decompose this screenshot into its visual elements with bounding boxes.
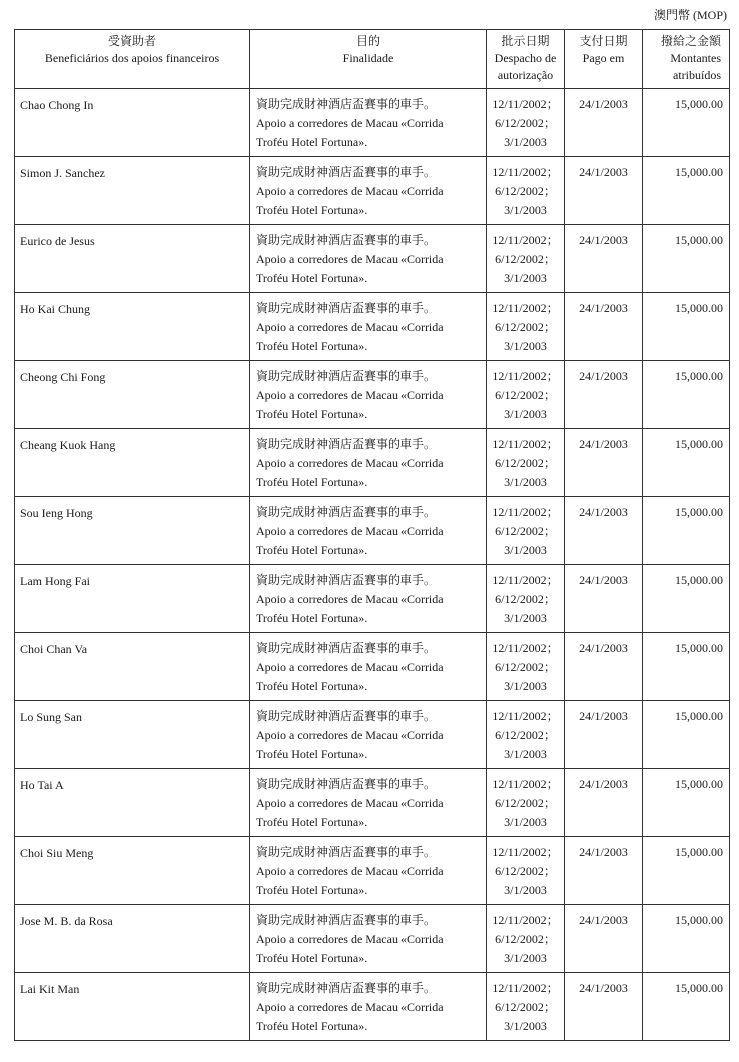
beneficiary-name: Ho Kai Chung [15,293,250,361]
purpose-cell [250,497,487,565]
purpose-pt-line1: Apoio a corredores de Macau «Corrida [256,932,444,946]
amount-value: 15,000.00 [643,701,730,769]
dispatch-date-3: 3/1/2003 [504,203,547,217]
paid-date: 24/1/2003 [565,701,643,769]
dispatch-date-3: 3/1/2003 [504,475,547,489]
purpose-cell [250,157,487,225]
table-header-row [15,30,730,89]
header-dispatch [487,30,565,89]
dispatch-date-1: 12/11/2002； [492,777,559,791]
purpose-cell [250,701,487,769]
dispatch-date-2: 6/12/2002； [495,184,556,198]
purpose-cell [250,565,487,633]
dispatch-date-2: 6/12/2002； [495,456,556,470]
beneficiary-name: Jose M. B. da Rosa [15,905,250,973]
amount-value: 15,000.00 [643,89,730,157]
table-row [15,701,730,769]
dispatch-date-2: 6/12/2002； [495,592,556,606]
table-row [15,497,730,565]
table-row [15,905,730,973]
paid-date: 24/1/2003 [565,89,643,157]
purpose-pt-line2: Troféu Hotel Fortuna». [256,747,368,761]
purpose-pt-line2: Troféu Hotel Fortuna». [256,475,368,489]
amount-value: 15,000.00 [643,973,730,1041]
dispatch-date-1: 12/11/2002； [492,233,559,247]
dispatch-date-3: 3/1/2003 [504,271,547,285]
purpose-zh: 資助完成財神酒店盃賽事的車手。 [256,845,437,859]
dispatch-date-3: 3/1/2003 [504,135,547,149]
header-paid-pt: Pago em [582,51,625,65]
purpose-zh: 資助完成財神酒店盃賽事的車手。 [256,165,437,179]
dispatch-date-2: 6/12/2002； [495,252,556,266]
dispatch-date-1: 12/11/2002； [492,981,559,995]
dispatch-date-1: 12/11/2002； [492,573,559,587]
purpose-pt-line1: Apoio a corredores de Macau «Corrida [256,524,444,538]
amount-value: 15,000.00 [643,565,730,633]
paid-date: 24/1/2003 [565,905,643,973]
table-body [15,89,730,1041]
dispatch-date-3: 3/1/2003 [504,339,547,353]
header-purpose-zh: 目的 [355,34,380,48]
table-row [15,565,730,633]
purpose-cell [250,361,487,429]
purpose-pt-line2: Troféu Hotel Fortuna». [256,611,368,625]
dispatch-dates-cell [487,225,565,293]
purpose-pt-line2: Troféu Hotel Fortuna». [256,543,368,557]
table-row [15,973,730,1041]
dispatch-date-1: 12/11/2002； [492,913,559,927]
purpose-pt-line1: Apoio a corredores de Macau «Corrida [256,184,444,198]
header-amount-pt1: Montantes [670,51,721,65]
beneficiary-name: Choi Chan Va [15,633,250,701]
subsidy-table [14,29,730,1041]
beneficiary-name: Lai Kit Man [15,973,250,1041]
table-row [15,361,730,429]
table-row [15,633,730,701]
dispatch-date-3: 3/1/2003 [504,611,547,625]
purpose-pt-line1: Apoio a corredores de Macau «Corrida [256,660,444,674]
paid-date: 24/1/2003 [565,973,643,1041]
dispatch-date-2: 6/12/2002； [495,524,556,538]
purpose-pt-line2: Troféu Hotel Fortuna». [256,339,368,353]
purpose-zh: 資助完成財神酒店盃賽事的車手。 [256,369,437,383]
dispatch-dates-cell [487,769,565,837]
purpose-pt-line1: Apoio a corredores de Macau «Corrida [256,728,444,742]
amount-value: 15,000.00 [643,837,730,905]
paid-date: 24/1/2003 [565,429,643,497]
purpose-pt-line1: Apoio a corredores de Macau «Corrida [256,116,444,130]
dispatch-date-3: 3/1/2003 [504,407,547,421]
dispatch-date-2: 6/12/2002； [495,320,556,334]
dispatch-dates-cell [487,905,565,973]
purpose-zh: 資助完成財神酒店盃賽事的車手。 [256,233,437,247]
paid-date: 24/1/2003 [565,225,643,293]
paid-date: 24/1/2003 [565,497,643,565]
dispatch-date-1: 12/11/2002； [492,641,559,655]
purpose-cell [250,973,487,1041]
purpose-pt-line2: Troféu Hotel Fortuna». [256,679,368,693]
dispatch-date-3: 3/1/2003 [504,883,547,897]
purpose-pt-line1: Apoio a corredores de Macau «Corrida [256,252,444,266]
dispatch-date-2: 6/12/2002； [495,728,556,742]
amount-value: 15,000.00 [643,769,730,837]
purpose-pt-line2: Troféu Hotel Fortuna». [256,135,368,149]
dispatch-date-2: 6/12/2002； [495,660,556,674]
purpose-pt-line1: Apoio a corredores de Macau «Corrida [256,320,444,334]
purpose-zh: 資助完成財神酒店盃賽事的車手。 [256,913,437,927]
dispatch-date-2: 6/12/2002； [495,864,556,878]
dispatch-date-3: 3/1/2003 [504,951,547,965]
dispatch-dates-cell [487,837,565,905]
paid-date: 24/1/2003 [565,293,643,361]
dispatch-date-2: 6/12/2002； [495,388,556,402]
paid-date: 24/1/2003 [565,633,643,701]
amount-value: 15,000.00 [643,293,730,361]
purpose-pt-line1: Apoio a corredores de Macau «Corrida [256,456,444,470]
purpose-pt-line2: Troféu Hotel Fortuna». [256,1019,368,1033]
purpose-pt-line2: Troféu Hotel Fortuna». [256,203,368,217]
paid-date: 24/1/2003 [565,361,643,429]
table-row [15,837,730,905]
header-purpose-pt: Finalidade [342,51,394,65]
purpose-cell [250,769,487,837]
dispatch-dates-cell [487,701,565,769]
table-row [15,293,730,361]
purpose-pt-line2: Troféu Hotel Fortuna». [256,883,368,897]
amount-value: 15,000.00 [643,905,730,973]
amount-value: 15,000.00 [643,633,730,701]
dispatch-date-2: 6/12/2002； [495,116,556,130]
purpose-pt-line2: Troféu Hotel Fortuna». [256,951,368,965]
header-purpose [250,30,487,89]
purpose-zh: 資助完成財神酒店盃賽事的車手。 [256,505,437,519]
amount-value: 15,000.00 [643,429,730,497]
dispatch-date-1: 12/11/2002； [492,301,559,315]
paid-date: 24/1/2003 [565,769,643,837]
purpose-zh: 資助完成財神酒店盃賽事的車手。 [256,437,437,451]
dispatch-dates-cell [487,157,565,225]
dispatch-dates-cell [487,293,565,361]
header-dispatch-zh: 批示日期 [501,34,550,48]
purpose-pt-line1: Apoio a corredores de Macau «Corrida [256,592,444,606]
table-row [15,429,730,497]
beneficiary-name: Eurico de Jesus [15,225,250,293]
purpose-cell [250,293,487,361]
dispatch-date-1: 12/11/2002； [492,505,559,519]
purpose-pt-line2: Troféu Hotel Fortuna». [256,815,368,829]
dispatch-date-1: 12/11/2002； [492,165,559,179]
paid-date: 24/1/2003 [565,157,643,225]
dispatch-date-2: 6/12/2002； [495,1000,556,1014]
purpose-zh: 資助完成財神酒店盃賽事的車手。 [256,981,437,995]
beneficiary-name: Chao Chong In [15,89,250,157]
dispatch-dates-cell [487,633,565,701]
table-row [15,157,730,225]
beneficiary-name: Sou Ieng Hong [15,497,250,565]
purpose-zh: 資助完成財神酒店盃賽事的車手。 [256,641,437,655]
dispatch-dates-cell [487,497,565,565]
purpose-cell [250,837,487,905]
table-row [15,89,730,157]
purpose-cell [250,89,487,157]
purpose-cell [250,225,487,293]
currency-label: 澳門幣 (MOP) [653,8,727,22]
purpose-zh: 資助完成財神酒店盃賽事的車手。 [256,301,437,315]
dispatch-dates-cell [487,973,565,1041]
dispatch-date-3: 3/1/2003 [504,679,547,693]
dispatch-dates-cell [487,565,565,633]
purpose-zh: 資助完成財神酒店盃賽事的車手。 [256,97,437,111]
purpose-pt-line2: Troféu Hotel Fortuna». [256,271,368,285]
dispatch-date-1: 12/11/2002； [492,709,559,723]
header-amount-zh: 撥給之金額 [660,34,721,48]
header-paid [565,30,643,89]
purpose-zh: 資助完成財神酒店盃賽事的車手。 [256,777,437,791]
purpose-pt-line1: Apoio a corredores de Macau «Corrida [256,864,444,878]
amount-value: 15,000.00 [643,361,730,429]
header-beneficiary-pt: Beneficiários dos apoios financeiros [44,51,220,65]
amount-value: 15,000.00 [643,157,730,225]
dispatch-date-2: 6/12/2002； [495,932,556,946]
header-paid-zh: 支付日期 [579,34,628,48]
header-beneficiary [15,30,250,89]
dispatch-date-1: 12/11/2002； [492,845,559,859]
amount-value: 15,000.00 [643,497,730,565]
purpose-zh: 資助完成財神酒店盃賽事的車手。 [256,573,437,587]
paid-date: 24/1/2003 [565,837,643,905]
header-dispatch-pt2: autorização [497,68,554,82]
header-beneficiary-zh: 受資助者 [107,34,156,48]
purpose-pt-line1: Apoio a corredores de Macau «Corrida [256,1000,444,1014]
header-amount-pt2: atribuídos [673,68,721,82]
table-row [15,225,730,293]
dispatch-dates-cell [487,429,565,497]
purpose-zh: 資助完成財神酒店盃賽事的車手。 [256,709,437,723]
purpose-cell [250,429,487,497]
purpose-cell [250,633,487,701]
dispatch-date-3: 3/1/2003 [504,747,547,761]
beneficiary-name: Choi Siu Meng [15,837,250,905]
dispatch-date-3: 3/1/2003 [504,543,547,557]
dispatch-date-1: 12/11/2002； [492,369,559,383]
purpose-pt-line1: Apoio a corredores de Macau «Corrida [256,796,444,810]
table-row [15,769,730,837]
dispatch-date-1: 12/11/2002； [492,437,559,451]
paid-date: 24/1/2003 [565,565,643,633]
purpose-pt-line2: Troféu Hotel Fortuna». [256,407,368,421]
dispatch-date-3: 3/1/2003 [504,1019,547,1033]
dispatch-date-2: 6/12/2002； [495,796,556,810]
beneficiary-name: Lo Sung San [15,701,250,769]
beneficiary-name: Lam Hong Fai [15,565,250,633]
beneficiary-name: Ho Tai A [15,769,250,837]
dispatch-date-1: 12/11/2002； [492,97,559,111]
purpose-cell [250,905,487,973]
purpose-pt-line1: Apoio a corredores de Macau «Corrida [256,388,444,402]
beneficiary-name: Cheang Kuok Hang [15,429,250,497]
amount-value: 15,000.00 [643,225,730,293]
beneficiary-name: Simon J. Sanchez [15,157,250,225]
beneficiary-name: Cheong Chi Fong [15,361,250,429]
dispatch-dates-cell [487,361,565,429]
header-amount [643,30,730,89]
dispatch-date-3: 3/1/2003 [504,815,547,829]
header-dispatch-pt1: Despacho de [494,51,557,65]
dispatch-dates-cell [487,89,565,157]
